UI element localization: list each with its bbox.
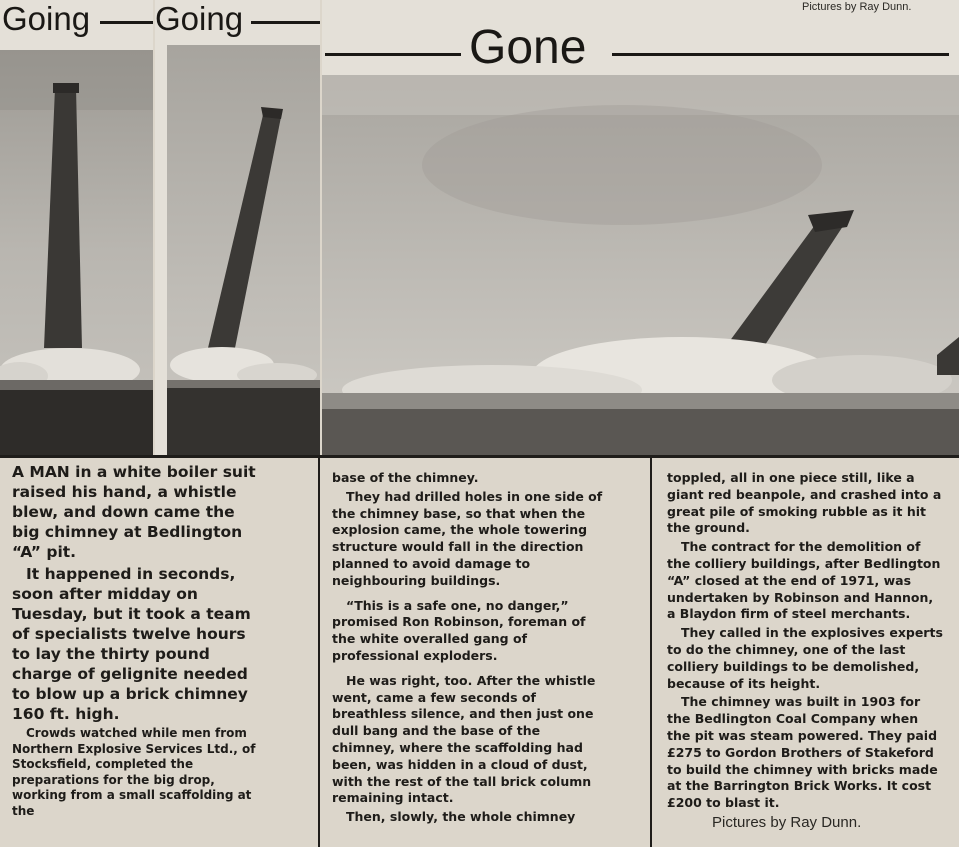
article-column-2 xyxy=(332,470,604,826)
photo-credit-top: Pictures by Ray Dunn. xyxy=(802,1,912,13)
article-paragraph: toppled, all in one piece still, like a giant red beanpole, and crashed into a great pile of smoking rubble as it hit the ground. xyxy=(667,470,942,536)
article-paragraph: The contract for the demolition of the colliery buildings, after Bedlington “A” closed at the end of 1971, was undertaken by Robinson and Hannon, a Blaydon firm of steel merchants. xyxy=(667,539,941,622)
article-paragraph: Then, slowly, the whole chimney xyxy=(346,809,576,825)
article-paragraph: A MAN in a white boiler suit raised his hand, a whistle blew, and down came the big chimney at Bedlington “A” pit. xyxy=(12,463,256,561)
article-paragraph: The chimney was built in 1903 for the Bedlington Coal Company when the pit was steam powered. They paid £275 to Gordon Brothers of Stakeford to build the chimney with bricks made at the Barrington Brick Works. It cost £200 to blast it. xyxy=(667,694,938,811)
panel-going-1 xyxy=(0,0,153,455)
article-paragraph: “This is a safe one, no danger,” promised Ron Robinson, foreman of the white overalled gang of professional exploders. xyxy=(332,597,586,663)
article-paragraph: Crowds watched while men from Northern Explosive Services Ltd., of Stocksfield, completed the preparations for the big drop, working from a small scaffolding at the xyxy=(12,726,256,818)
chimney-falling-photo xyxy=(322,75,959,455)
article-paragraph: It happened in seconds, soon after midday on Tuesday, but it took a team of specialists twelve hours to lay the thirty pound charge of gelignite needed to blow up a brick chimney 160 ft. high. xyxy=(12,565,251,723)
headline-gone: Gone xyxy=(469,21,587,74)
headline-rule-1 xyxy=(100,21,153,24)
article-paragraph: base of the chimney. xyxy=(332,470,479,485)
chimney-tilting-photo xyxy=(167,45,320,455)
article-column-3 xyxy=(667,470,945,812)
column-rule-1 xyxy=(318,458,320,847)
column-rule-2 xyxy=(650,458,652,847)
article-paragraph: They had drilled holes in one side of the chimney base, so that when the explosion came, the whole towering structure would fall in the direction planned to avoid damage to neighbouring buildings. xyxy=(332,488,603,588)
headline-rule-3a xyxy=(325,53,461,56)
headline-rule-2 xyxy=(251,21,320,24)
headline-rule-3b xyxy=(612,53,949,56)
panel-going-2 xyxy=(155,0,320,455)
horizontal-rule xyxy=(0,455,959,458)
headline-going-1: Going xyxy=(2,0,91,37)
article-column-1 xyxy=(12,462,262,819)
article-paragraph: He was right, too. After the whistle went, came a few seconds of breathless silence, and then just one dull bang and the base of the chimney, where the scaffolding had been, was hidden in a cloud of dust, with the rest of the tall brick column remaining intact. xyxy=(332,672,596,806)
photo-credit-bottom: Pictures by Ray Dunn. xyxy=(712,814,862,831)
panel-gone xyxy=(322,0,959,455)
article-paragraph: They called in the explosives experts to do the chimney, one of the last colliery buildings to be demolished, because of its height. xyxy=(667,625,943,691)
chimney-standing-photo xyxy=(0,50,153,455)
headline-going-2: Going xyxy=(155,0,244,37)
